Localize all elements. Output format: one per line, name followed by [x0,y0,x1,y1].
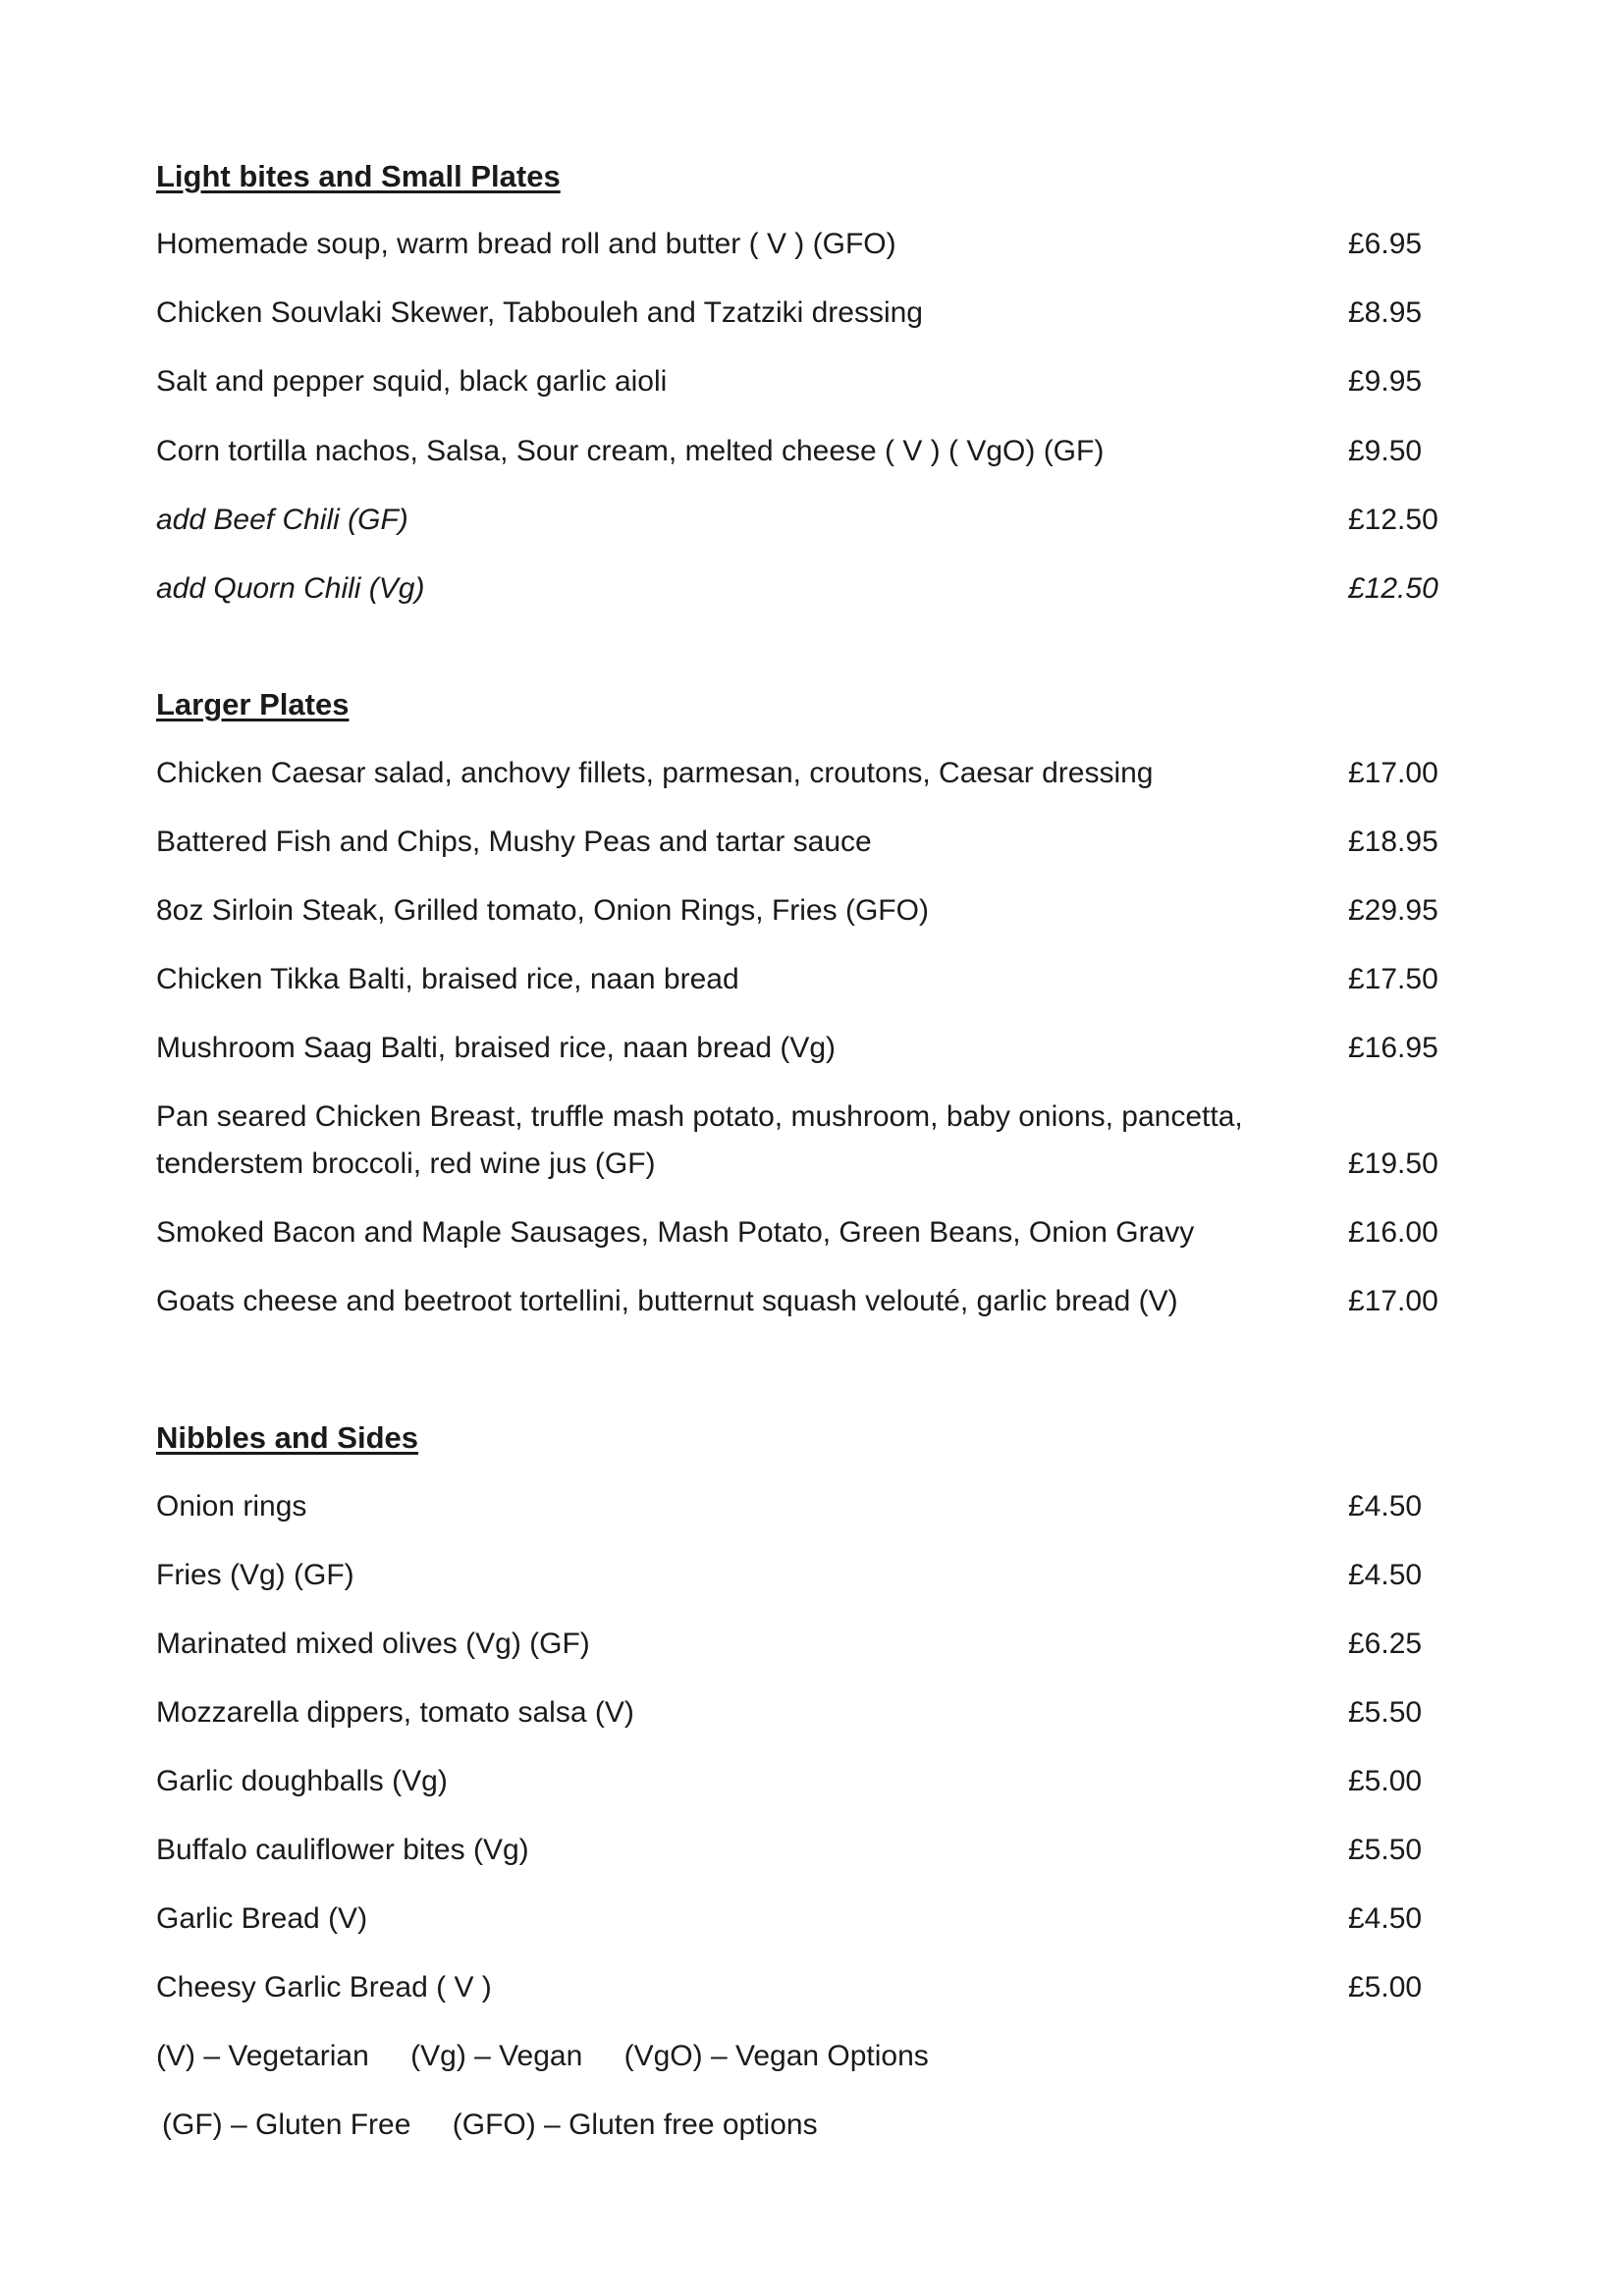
item-name-line-1: Pan seared Chicken Breast, truffle mash potato, mushroom, baby onions, pancetta, [156,1100,1243,1133]
item-price: £4.50 [1348,1559,1423,1591]
item-price: £6.25 [1348,1628,1423,1660]
item-name-line-2: tenderstem broccoli, red wine jus (GF) [156,1148,656,1180]
item-name: Mushroom Saag Balti, braised rice, naan bread (Vg) [156,1032,837,1064]
legend-vegetarian: (V) – Vegetarian [156,2040,369,2072]
section-heading-light-bites: Light bites and Small Plates [156,159,561,193]
item-name: Marinated mixed olives (Vg) (GF) [156,1628,590,1660]
menu-item [156,1693,1452,1733]
item-name: Corn tortilla nachos, Salsa, Sour cream, melted cheese ( V ) ( VgO) (GF) [156,435,1105,467]
dietary-legend-line-2 [162,2106,851,2145]
menu-item-addon [156,569,1452,609]
menu-item [156,1762,1452,1801]
item-price: £4.50 [1348,1902,1423,1935]
item-name: Buffalo cauliflower bites (Vg) [156,1834,529,1866]
item-name: Chicken Tikka Balti, braised rice, naan bread [156,963,739,995]
item-name: add Quorn Chili (Vg) [156,572,425,605]
menu-item [156,960,1452,999]
menu-item [156,891,1452,931]
item-price: £12.50 [1348,504,1438,536]
legend-gluten-free-options: (GFO) – Gluten free options [452,2109,818,2141]
item-price: £17.00 [1348,1285,1438,1317]
item-name: Salt and pepper squid, black garlic aioli [156,365,668,398]
menu-item [156,1968,1452,2007]
menu-item [156,362,1452,401]
menu-item [156,1029,1452,1068]
menu-item [156,225,1452,264]
menu-item [156,1094,1452,1180]
item-name: Mozzarella dippers, tomato salsa (V) [156,1696,634,1729]
menu-item [156,1282,1452,1321]
menu-item [156,1625,1452,1664]
item-name: Homemade soup, warm bread roll and butter ( V ) (GFO) [156,228,896,260]
legend-gluten-free: (GF) – Gluten Free [162,2109,411,2141]
item-name: Chicken Caesar salad, anchovy fillets, parmesan, croutons, Caesar dressing [156,757,1154,789]
item-price: £17.50 [1348,963,1438,995]
item-name: Cheesy Garlic Bread ( V ) [156,1971,492,2003]
menu-item [156,1213,1452,1253]
section-heading-larger-plates: Larger Plates [156,687,350,721]
item-price: £16.95 [1348,1032,1438,1064]
item-name: Chicken Souvlaki Skewer, Tabbouleh and Tzatziki dressing [156,296,923,329]
item-name: Onion rings [156,1490,307,1522]
menu-item [156,754,1452,793]
item-name: add Beef Chili (GF) [156,504,408,536]
item-name: Garlic Bread (V) [156,1902,368,1935]
menu-item [156,823,1452,862]
menu-item [156,1899,1452,1939]
menu-item [156,1831,1452,1870]
item-price: £5.00 [1348,1971,1423,2003]
item-name: 8oz Sirloin Steak, Grilled tomato, Onion Rings, Fries (GFO) [156,894,929,927]
item-name: Garlic doughballs (Vg) [156,1765,448,1797]
item-name: Goats cheese and beetroot tortellini, butternut squash velouté, garlic bread (V) [156,1285,1178,1317]
legend-vegan-options: (VgO) – Vegan Options [623,2040,929,2072]
item-price: £5.50 [1348,1834,1423,1866]
menu-item [156,294,1452,333]
menu-item [156,432,1452,471]
dietary-legend-line-1 [156,2037,962,2076]
item-price: £4.50 [1348,1490,1423,1522]
item-price: £5.00 [1348,1765,1423,1797]
item-price: £18.95 [1348,826,1438,858]
item-price: £9.95 [1348,365,1423,398]
menu-item [156,1556,1452,1595]
menu-item [156,1487,1452,1526]
legend-vegan: (Vg) – Vegan [410,2040,583,2072]
item-name: Smoked Bacon and Maple Sausages, Mash Potato, Green Beans, Onion Gravy [156,1216,1195,1249]
item-price: £6.95 [1348,228,1423,260]
item-price: £9.50 [1348,435,1423,467]
item-name [156,1094,1243,1188]
item-price: £19.50 [1348,1148,1438,1180]
menu-item-addon [156,501,1452,540]
item-price: £5.50 [1348,1696,1423,1729]
item-name: Battered Fish and Chips, Mushy Peas and tartar sauce [156,826,872,858]
item-price: £17.00 [1348,757,1438,789]
item-price: £16.00 [1348,1216,1438,1249]
item-price: £8.95 [1348,296,1423,329]
item-price: £12.50 [1348,572,1438,605]
section-heading-nibbles-sides: Nibbles and Sides [156,1420,419,1455]
item-price: £29.95 [1348,894,1438,927]
item-name: Fries (Vg) (GF) [156,1559,354,1591]
